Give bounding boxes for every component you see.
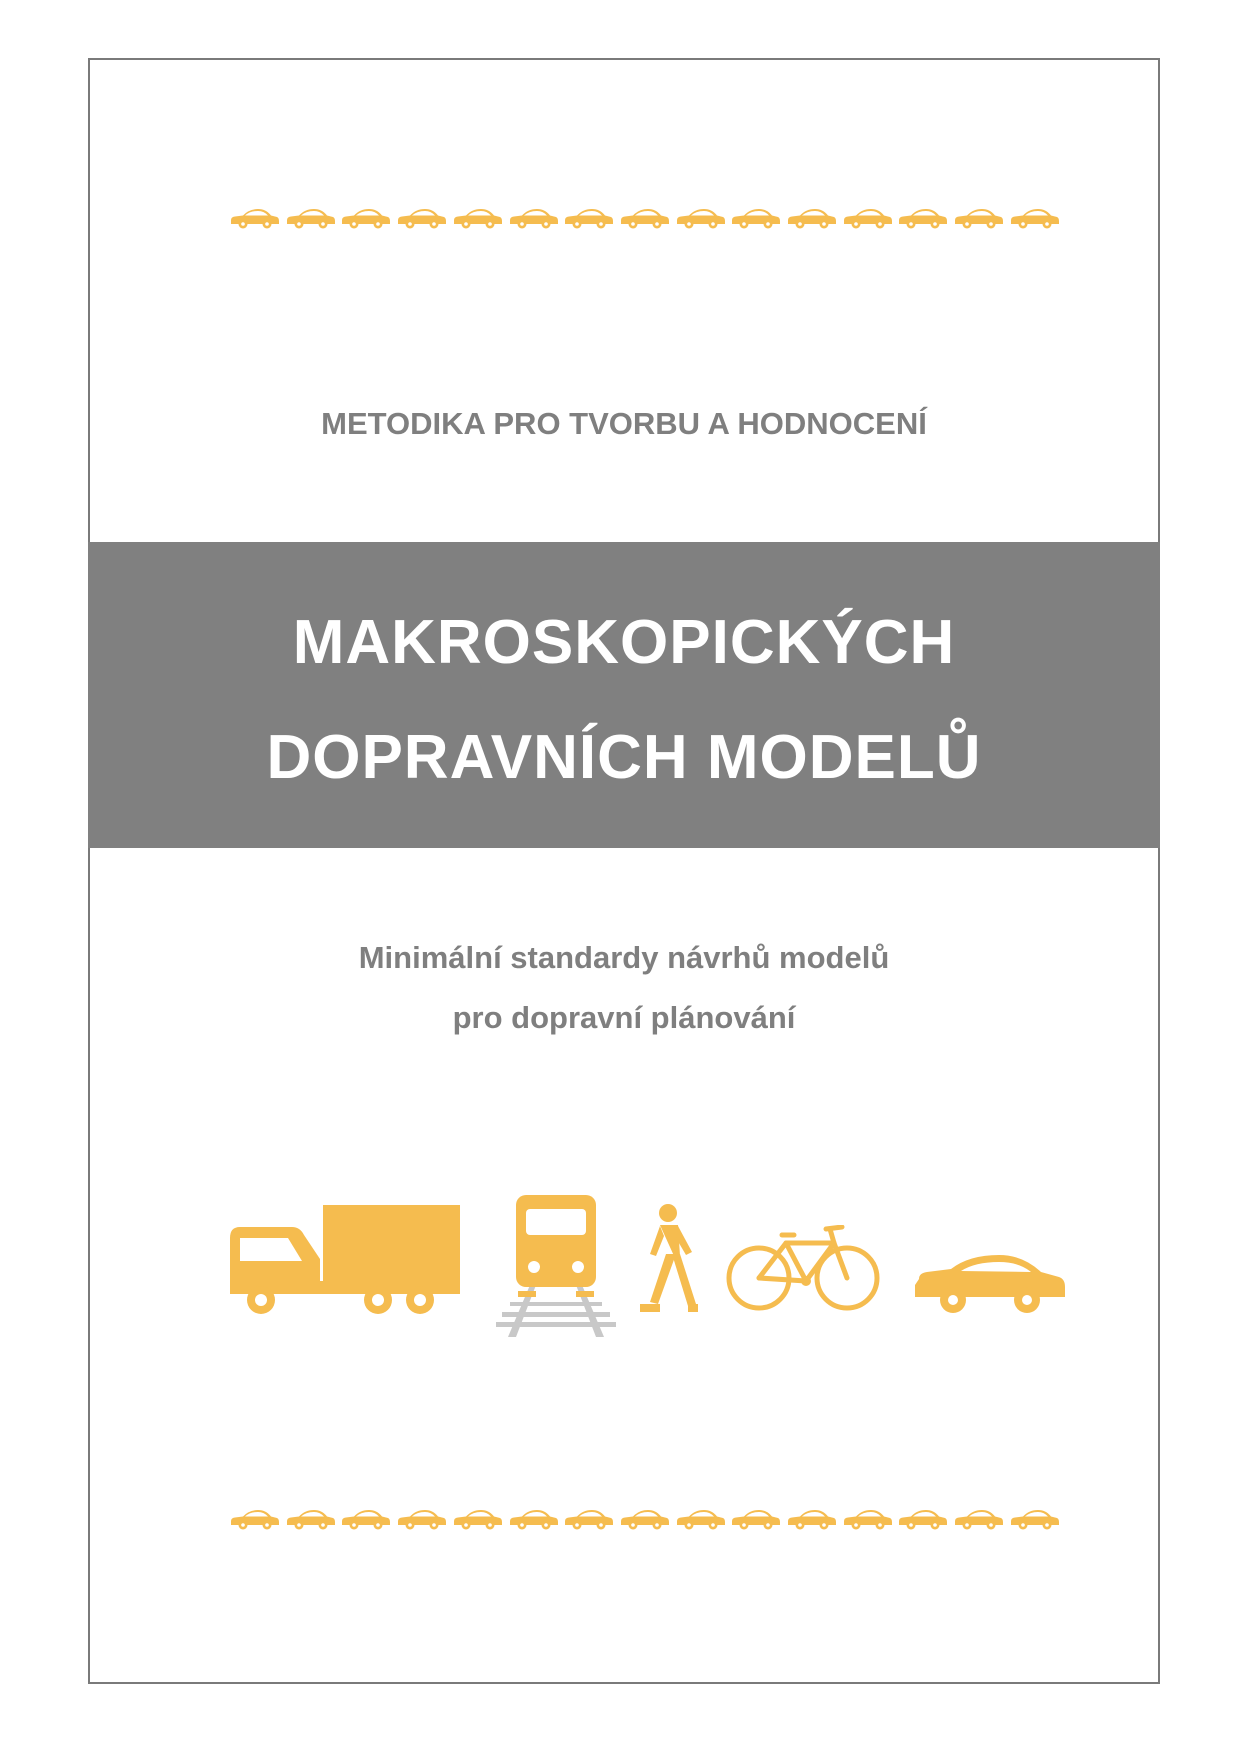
car-icon [843,206,893,230]
car-icon [453,1507,503,1531]
car-icon [509,206,559,230]
car-icon [898,1507,948,1531]
car-icon [397,206,447,230]
car-row-top [230,206,1060,230]
car-icon [787,1507,837,1531]
document-heading: METODIKA PRO TVORBU A HODNOCENÍ [321,406,927,441]
car-icon [954,206,1004,230]
car-icon [397,1507,447,1531]
title-line-1: MAKROSKOPICKÝCH [292,608,956,677]
car-icon [230,206,280,230]
car-icon [676,206,726,230]
car-icon [1010,206,1060,230]
train-icon [496,1195,616,1337]
subtitle-line-2: pro dopravní plánování [452,1000,796,1035]
car-icon [230,1507,280,1531]
car-icon [341,206,391,230]
car-icon [954,1507,1004,1531]
subtitle-line-1: Minimální standardy návrhů modelů [358,940,890,975]
car-icon [620,1507,670,1531]
car-icon [564,1507,614,1531]
car-row-bottom [230,1507,1060,1531]
car-icon [676,1507,726,1531]
page-frame [88,58,1160,1684]
title-line-2: DOPRAVNÍCH MODELŮ [266,723,982,792]
car-icon [509,1507,559,1531]
car-icon [286,206,336,230]
car-icon [1010,1507,1060,1531]
title-band [88,542,1160,848]
car-icon [787,206,837,230]
car-icon [731,1507,781,1531]
truck-icon [230,1205,460,1315]
car-icon [453,206,503,230]
car-icon [564,206,614,230]
car-icon [898,206,948,230]
pedestrian-icon [636,1204,702,1316]
car-icon [843,1507,893,1531]
car-icon [286,1507,336,1531]
bicycle-icon [726,1225,882,1315]
car-icon [620,206,670,230]
car-icon [731,206,781,230]
car-icon [915,1255,1065,1317]
car-icon [341,1507,391,1531]
